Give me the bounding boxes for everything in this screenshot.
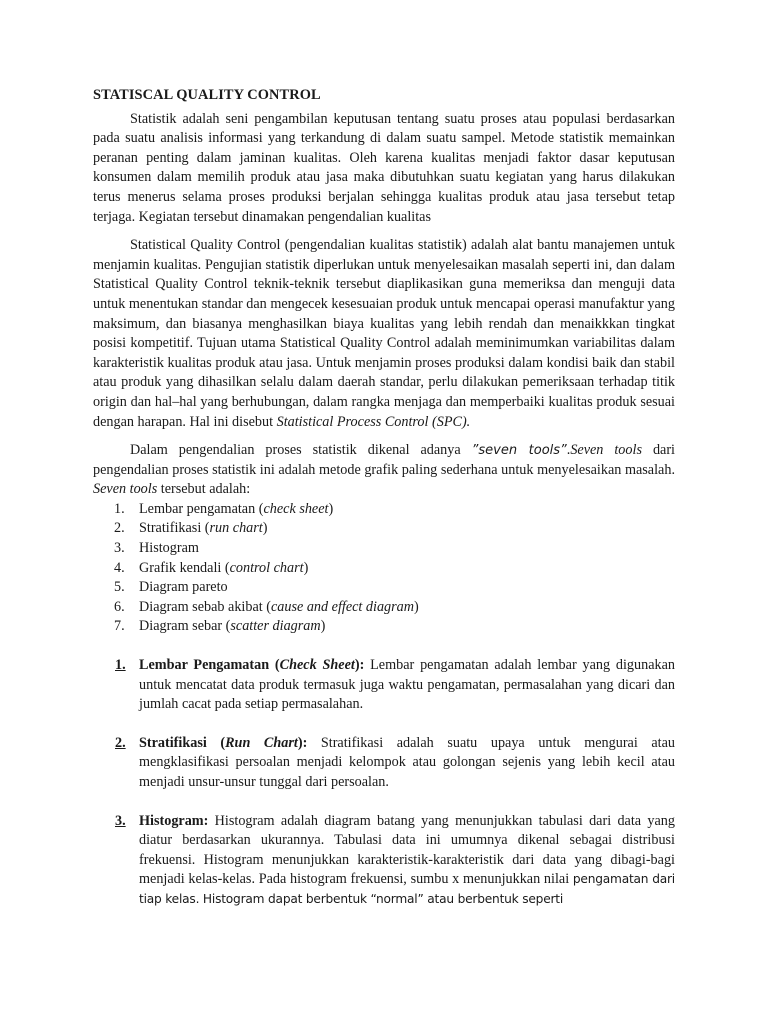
list-item xyxy=(93,559,675,579)
section-body-tail: pengamatan dari tiap kelas. Histogram dapat berbentuk “normal” atau berbentuk seperti xyxy=(139,872,675,906)
list-item-number: 1. xyxy=(114,500,125,517)
seven-tools-list xyxy=(93,500,675,637)
list-item-italic: scatter diagram xyxy=(230,618,321,635)
list-item xyxy=(93,539,675,559)
seven-tools-term-2: Seven tools xyxy=(93,481,158,498)
section-heading-text: Histogram: xyxy=(139,812,209,829)
list-item-italic: check sheet xyxy=(263,500,329,517)
paragraph-intro: Statistik adalah seni pengambilan keputusan tentang suatu proses atau populasi berdasarkan pada suatu analisis informasi yang terkandung di dalam suatu sampel. Metode statistik memainkan peranan penting dalam jaminan kualitas. Oleh karena kualitas menjadi faktor dasar keputusan konsumen dalam memilih produk atau jasa maka dibutuhkan suatu kegiatan yang harus dilakukan terus menerus selama proses produksi berjalan sehingga kualitas produk atau jasa tersebut tetap terjaga. Kegiatan tersebut dinamakan pengendalian kualitas xyxy=(93,110,675,225)
list-item-close: ) xyxy=(262,520,268,537)
section-heading-italic: Run Chart xyxy=(225,734,298,751)
paragraph-sqc-text: Statistical Quality Control (pengendalian kualitas statistik) adalah alat bantu manajemen untuk menjamin kualitas. Pengujian statistik diperlukan untuk menyelesaikan masalah seperti ini, dan dalam Statistical Quality Control teknik-teknik tersebut diaplikasikan guna memeriksa dan menguji data untuk menentukan standar dan mengecek kesesuaian produk untuk mencapai operasi manufaktur yang maksimum, dan biasanya menghasilkan biaya kualitas yang lebih rendah dan menaikkkan tingkat posisi kompetitif. Tujuan utama Statistical Quality Control adalah meminimumkan variabilitas dalam karakteristik kualitas produk atau jasa. Untuk menjamin proses produksi dalam kondisi baik dan stabil atau produk yang dihasilkan selalu dalam daerah standar, perlu dilakukan pemeriksaan terhadap titik origin dan hal–hal yang berhubungan, dalam rangka menjaga dan memperbaiki kualitas produk sesuai dengan harapan. Hal ini disebut xyxy=(93,237,675,430)
paragraph-sqc xyxy=(93,236,675,432)
list-item-label: Diagram sebab akibat ( xyxy=(139,598,271,615)
list-item-label: Diagram sebar ( xyxy=(139,618,231,635)
paragraph-seven-tools-text-b: . xyxy=(566,442,571,459)
section-number: 1. xyxy=(115,657,126,674)
section-run-chart xyxy=(93,734,675,793)
list-item-close: ) xyxy=(303,559,309,576)
list-item xyxy=(93,598,675,618)
paragraph-seven-tools-text-d: tersebut adalah: xyxy=(157,481,251,498)
section-histogram xyxy=(93,812,675,910)
list-item xyxy=(93,578,675,598)
list-item xyxy=(93,617,675,637)
list-item-close: ) xyxy=(328,500,334,517)
list-item xyxy=(93,519,675,539)
list-item-number: 6. xyxy=(114,598,125,615)
section-body: Stratifikasi adalah suatu upaya untuk mengurai atau mengklasifikasi persoalan menjadi kelompok atau golongan sejenis yang lebih kecil atau menjadi unsur-unsur tunggal dari persoalan. xyxy=(139,734,676,790)
paragraph-seven-tools-text-a: Dalam pengendalian proses statistik dikenal adanya xyxy=(130,442,472,459)
list-item-number: 7. xyxy=(114,618,125,635)
spc-term: Statistical Process Control (SPC). xyxy=(276,413,471,430)
section-heading-text: Stratifikasi ( xyxy=(139,734,226,751)
section-check-sheet xyxy=(93,656,675,715)
list-item-italic: control chart xyxy=(229,559,304,576)
list-item-number: 4. xyxy=(114,559,125,576)
list-item-italic: run chart xyxy=(209,520,263,537)
list-item-italic: cause and effect diagram xyxy=(270,598,414,615)
section-body: Histogram adalah diagram batang yang menunjukkan tabulasi dari data yang diatur berdasarkan ukurannya. Tabulasi data ini umumnya dikenal sebagai distribusi frekuensi. Histogram menunjukkan karakteristik-karakteristik dari data yang dibagi-bagi menjadi kelas-kelas. Pada histogram frekuensi, sumbu x menunjukkan nilai xyxy=(139,812,675,888)
list-item-number: 5. xyxy=(114,579,125,596)
list-item-label: Stratifikasi ( xyxy=(139,520,210,537)
section-heading-text: Lembar Pengamatan ( xyxy=(139,657,280,674)
section-heading xyxy=(139,735,307,751)
section-body: Lembar pengamatan adalah lembar yang digunakan untuk mencatat data produk termasuk juga waktu pengamatan, permasalahan yang dicari dan jumlah cacat pada setiap permasalahan. xyxy=(139,657,675,713)
document-page xyxy=(93,86,675,910)
section-heading-italic: Check Sheet xyxy=(279,657,355,674)
document-title: STATISCAL QUALITY CONTROL xyxy=(93,87,321,103)
section-heading xyxy=(139,813,208,829)
list-item-label: Histogram xyxy=(139,540,199,557)
section-number: 3. xyxy=(115,812,126,829)
section-heading-close: ): xyxy=(297,734,308,751)
list-item-number: 2. xyxy=(114,520,125,537)
seven-tools-quote: ”seven tools” xyxy=(471,443,567,459)
list-item xyxy=(93,500,675,520)
section-number: 2. xyxy=(115,734,126,751)
list-item-label: Lembar pengamatan ( xyxy=(139,500,264,517)
list-item-label: Diagram pareto xyxy=(139,579,228,596)
seven-tools-term: Seven tools xyxy=(570,442,642,459)
paragraph-seven-tools-text-c: dari pengendalian proses statistik ini adalah metode grafik paling sederhana untuk menyelesaikan masalah. xyxy=(93,442,676,478)
list-item-number: 3. xyxy=(114,540,125,557)
paragraph-seven-tools xyxy=(93,441,675,500)
list-item-label: Grafik kendali ( xyxy=(139,559,230,576)
section-heading-close: ): xyxy=(354,657,365,674)
list-item-close: ) xyxy=(320,618,326,635)
section-heading xyxy=(139,657,364,673)
list-item-close: ) xyxy=(414,598,419,615)
